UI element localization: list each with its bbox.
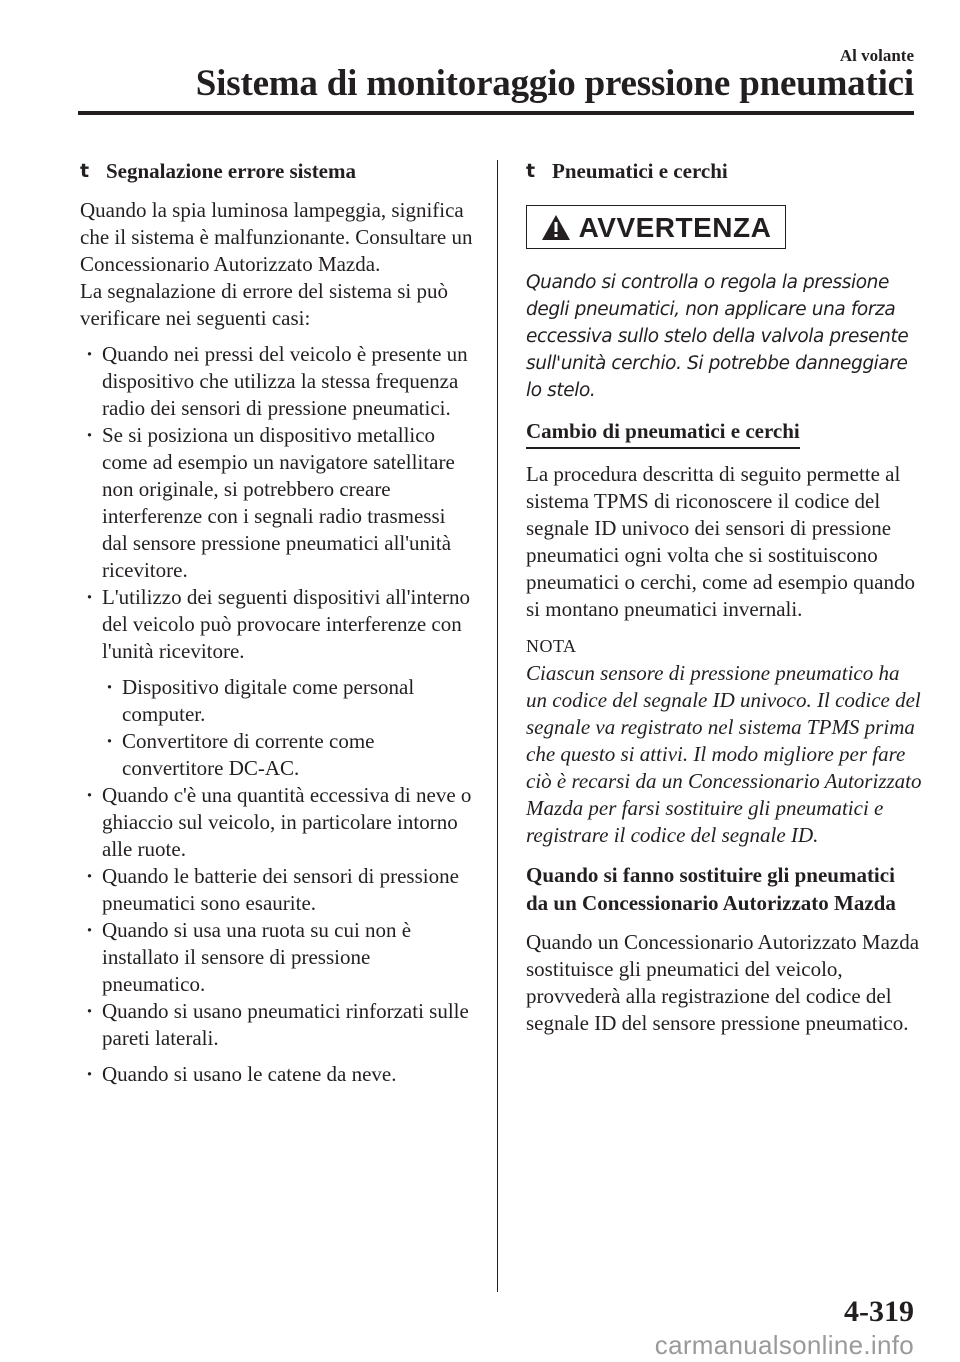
body-paragraph-dealer: Quando un Concessionario Autorizzato Mazda sostituisce gli pneumatici del veicolo, provvederà alla registrazione del codice del segnale ID del sensore pressione pneumatico. [526,930,920,1035]
heading-text: Segnalazione errore sistema [106,159,357,183]
bullet-list-last [80,1061,476,1088]
body-paragraph: La procedura descritta di seguito permette al sistema TPMS di riconoscere il codice del segnale ID univoco dei sensori di pressione pneumatici ogni volta che si sostituiscono pneumatici o cerchi, come ad esempio quando si montano pneumatici invernali. [526,462,915,621]
page-title: Sistema di monitoraggio pressione pneumatici [195,63,914,104]
list-item: · L'utilizzo dei seguenti dispositivi all'interno del veicolo può provocare interferenze con l'unità ricevitore. [80,584,476,665]
left-column [80,158,476,1088]
bullet-list [80,341,476,665]
warning-text: Quando si controlla o regola la pressione degli pneumatici, non applicare una forza eccessiva sullo stelo della valvola presente sull'unità cerchio. Si potrebbe danneggiare lo stelo. [526,272,909,401]
header-rule [78,111,914,115]
section-label: Al volante [839,46,914,65]
warning-triangle-icon [541,214,571,241]
warning-label: AVVERTENZA [578,211,772,243]
intro-paragraph-cases: La segnalazione di errore del sistema si può verificare nei seguenti casi: [80,279,448,330]
right-column [526,158,922,1037]
subheading: Cambio di pneumatici e cerchi [526,418,800,449]
list-item: · Quando le batterie dei sensori di pressione pneumatici sono esaurite. [80,863,476,917]
section-marker-icon: t [80,160,90,182]
intro-paragraph: Quando la spia luminosa lampeggia, significa che il sistema è malfunzionante. Consultare un Concessionario Autorizzato Mazda. [80,198,473,276]
list-item: · Quando si usano le catene da neve. [80,1061,476,1088]
heading-text: Pneumatici e cerchi [552,159,728,183]
list-item: · Quando nei pressi del veicolo è presente un dispositivo che utilizza la stessa frequenza radio dei sensori di pressione pneumatici. [80,341,476,422]
bold-heading: Quando si fanno sostituire gli pneumatici da un Concessionario Autorizzato Mazda [526,863,896,915]
section-marker-icon: t [526,160,536,182]
sub-bullet-list [80,674,476,782]
list-item: · Quando si usano pneumatici rinforzati sulle pareti laterali. [80,998,476,1052]
note-text: Ciascun sensore di pressione pneumatico ha un codice del segnale ID univoco. Il codice del segnale va registrato nel sistema TPMS prima che questo si attivi. Il modo migliore per fare ciò è recarsi da un Concessionario Autorizzato Mazda per farsi sostituire gli pneumatici e registrare il codice del segnale ID. [526,661,922,847]
page-number: 4-319 [844,1295,914,1328]
section-heading-tires-rims [526,158,922,185]
list-item: · Quando si usa una ruota su cui non è installato il sensore di pressione pneumatico. [80,917,476,998]
column-divider [497,160,498,1292]
sub-list-item: · Convertitore di corrente come convertitore DC-AC. [80,728,476,782]
watermark: carmanualsonline.info [654,1330,914,1360]
section-heading-system-error [80,158,476,185]
list-item: · Se si posiziona un dispositivo metallico come ad esempio un navigatore satellitare non originale, si potrebbero creare interferenze con i segnali radio trasmessi dal sensore pressione pneumatici all'unità ricevitore. [80,422,476,584]
bullet-list-continued [80,782,476,1052]
sub-list-item: · Dispositivo digitale come personal computer. [80,674,476,728]
note-label: NOTA [526,636,577,656]
list-item: · Quando c'è una quantità eccessiva di neve o ghiaccio sul veicolo, in particolare intorno alle ruote. [80,782,476,863]
warning-box [526,205,786,249]
